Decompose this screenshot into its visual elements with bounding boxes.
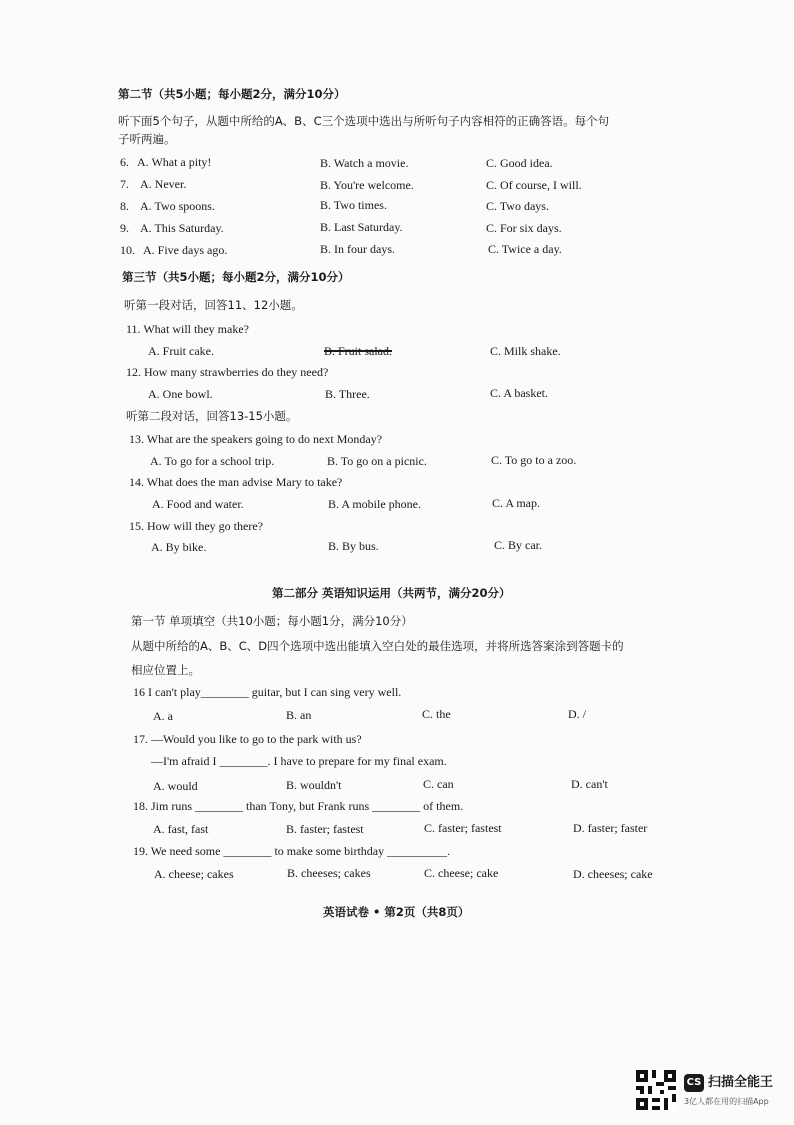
part2-instruction-line1: 从题中所给的A、B、C、D四个选项中选出能填入空白处的最佳选项，并将所选答案涂到答题卡的 [131, 639, 624, 653]
question-stem: 16 I can't play________ guitar, but I can sing very well. [133, 685, 402, 699]
option-a: A. Two spoons. [140, 199, 215, 213]
question-stem-line2: —I'm afraid I ________. I have to prepare for my final exam. [151, 754, 447, 768]
question-stem: 19. We need some ________ to make some birthday __________. [133, 844, 451, 858]
option-c: C. To go to a zoo. [491, 453, 577, 467]
question-stem: 18. Jim runs ________ than Tony, but Frank runs ________ of them. [133, 799, 464, 813]
brand-tagline: 3亿人都在用的扫描App [684, 1097, 769, 1106]
scanner-watermark [628, 1068, 778, 1114]
option-a: A. fast, fast [153, 822, 209, 836]
option-a: A. One bowl. [148, 387, 213, 401]
option-d: D. / [568, 707, 586, 721]
option-b: B. wouldn't [286, 778, 342, 792]
question-stem: 15. How will they go there? [129, 519, 263, 533]
section3-heading: 第三节（共5小题；每小题2分，满分10分） [122, 270, 350, 284]
part2-instruction-line2: 相应位置上。 [131, 663, 200, 677]
option-b: B. an [286, 708, 312, 722]
question-stem-line1: 17. —Would you like to go to the park with us? [133, 732, 362, 746]
option-a: A. To go for a school trip. [150, 454, 275, 468]
option-c: C. the [422, 707, 451, 721]
option-c: C. cheese; cake [424, 866, 499, 880]
option-c: C. Good idea. [486, 156, 553, 170]
option-a: A. Food and water. [152, 497, 244, 511]
question-stem: 12. How many strawberries do they need? [126, 365, 329, 379]
option-a: A. What a pity! [137, 155, 212, 169]
question-number: 8. [120, 199, 129, 213]
option-c: C. can [423, 777, 454, 791]
option-a: A. Five days ago. [143, 243, 228, 257]
option-b: B. Watch a movie. [320, 156, 409, 170]
option-b: B. By bus. [328, 539, 379, 553]
option-c: C. By car. [494, 538, 542, 552]
option-a: A. This Saturday. [140, 221, 224, 235]
dialog2-instruction: 听第二段对话，回答13-15小题。 [126, 409, 298, 423]
section2-instruction-line2: 子听两遍。 [118, 132, 176, 146]
option-c: C. Of course, I will. [486, 178, 582, 192]
question-stem: 14. What does the man advise Mary to take? [129, 475, 343, 489]
qr-code-icon [636, 1070, 676, 1110]
option-b: B. To go on a picnic. [327, 454, 427, 468]
question-number: 6. [120, 155, 129, 169]
question-number: 10. [120, 243, 135, 257]
question-number: 9. [120, 221, 129, 235]
part2-subheading: 第一节 单项填空（共10小题；每小题1分，满分10分） [131, 614, 413, 628]
dialog1-instruction: 听第一段对话，回答11、12小题。 [124, 298, 303, 312]
question-stem: 13. What are the speakers going to do next Monday? [129, 432, 383, 446]
option-a: A. a [153, 709, 173, 723]
option-d: D. can't [571, 777, 608, 791]
option-b: B. Three. [325, 387, 370, 401]
page-number-label: 英语试卷 • 第2页（共8页） [323, 905, 470, 919]
option-c: C. Two days. [486, 199, 549, 213]
section2-heading: 第二节（共5小题；每小题2分，满分10分） [118, 87, 346, 101]
option-a: A. By bike. [151, 540, 207, 554]
option-b: B. Two times. [320, 198, 387, 212]
option-c: C. faster; fastest [424, 821, 502, 835]
option-c: C. Milk shake. [490, 344, 561, 358]
option-c: C. A basket. [490, 386, 549, 400]
question-number: 7. [120, 177, 129, 191]
option-a: A. cheese; cakes [154, 867, 234, 881]
option-b: B. You're welcome. [320, 178, 414, 192]
option-b: B. faster; fastest [286, 822, 364, 836]
option-a: A. would [153, 779, 198, 793]
option-d: D. faster; faster [573, 821, 648, 835]
option-c: C. Twice a day. [488, 242, 562, 256]
brand-name: 扫描全能王 [708, 1075, 774, 1090]
option-d: D. cheeses; cake [573, 867, 653, 881]
question-stem: 11. What will they make? [126, 322, 249, 336]
option-a: A. Never. [140, 177, 187, 191]
section2-instruction-line1: 听下面5个句子，从题中所给的A、B、C三个选项中选出与所听句子内容相符的正确答语。每个句 [118, 114, 610, 128]
camscanner-logo-icon: CS [684, 1074, 704, 1092]
part2-heading: 第二部分 英语知识运用（共两节，满分20分） [272, 586, 511, 600]
option-c: C. A map. [492, 496, 541, 510]
option-c: C. For six days. [486, 221, 562, 235]
option-b: B. In four days. [320, 242, 395, 256]
option-b: B. Fruit salad. [324, 344, 392, 358]
option-b: B. Last Saturday. [320, 220, 403, 234]
option-b: B. A mobile phone. [328, 497, 421, 511]
option-b: B. cheeses; cakes [287, 866, 371, 880]
option-a: A. Fruit cake. [148, 344, 214, 358]
